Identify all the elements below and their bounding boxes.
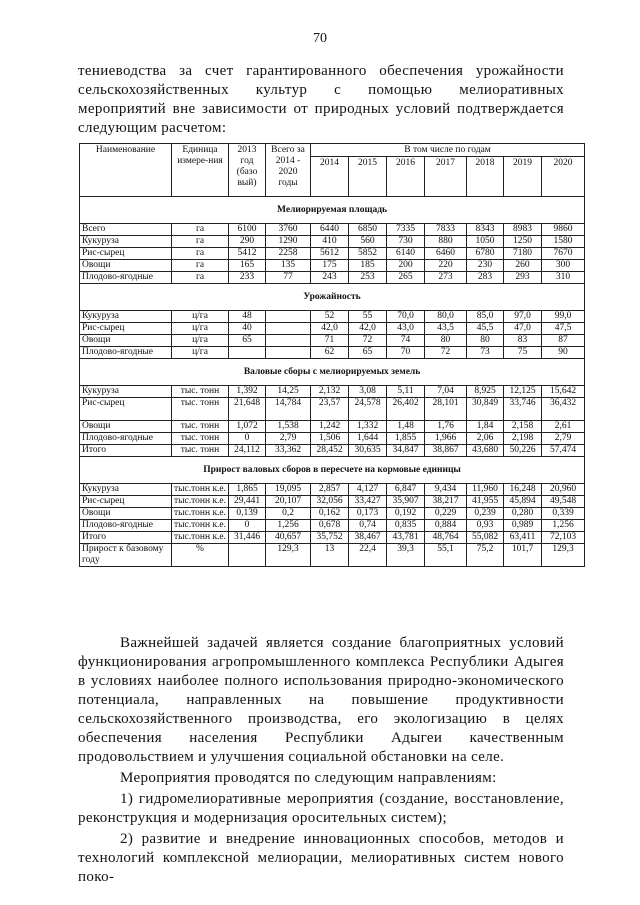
table-row: [80, 311, 585, 323]
row-name: Плодово-ягодные: [80, 272, 172, 284]
row-value: 253: [349, 272, 387, 284]
row-value: 24,112: [229, 445, 266, 457]
row-value: 28,101: [425, 398, 467, 421]
row-value: 52: [311, 311, 349, 323]
header-name: Наименование: [80, 144, 172, 197]
row-value: 1,506: [311, 433, 349, 445]
header-year: 2019: [504, 157, 542, 197]
row-value: 29,441: [229, 496, 266, 508]
header-year: 2015: [349, 157, 387, 197]
row-value: 14,784: [266, 398, 311, 421]
row-value: 1290: [266, 236, 311, 248]
row-value: 8983: [504, 224, 542, 236]
row-value: 129,3: [266, 544, 311, 567]
row-value: 33,362: [266, 445, 311, 457]
row-value: 90: [542, 347, 585, 359]
row-unit: тыс.тонн к.е.: [172, 532, 229, 544]
row-value: 1,966: [425, 433, 467, 445]
intro-paragraph: тениеводства за счет гарантированного обеспечения урожайности сельскохозяйственных культур с помощью мелиоративных мероприятий вне зависимости от природных условий подтверждается следующим расчетом:: [78, 63, 564, 136]
row-value: 2258: [266, 248, 311, 260]
row-value: 2,79: [542, 433, 585, 445]
row-value: 43,680: [467, 445, 504, 457]
row-value: 21,648: [229, 398, 266, 421]
row-unit: тыс. тонн: [172, 421, 229, 433]
row-value: 87: [542, 335, 585, 347]
row-value: 9860: [542, 224, 585, 236]
row-value: 8,925: [467, 386, 504, 398]
row-value: 0,239: [467, 508, 504, 520]
row-value: 15,642: [542, 386, 585, 398]
row-value: 3760: [266, 224, 311, 236]
row-value: 45,5: [467, 323, 504, 335]
row-value: 220: [425, 260, 467, 272]
row-value: 2,198: [504, 433, 542, 445]
row-value: 22,4: [349, 544, 387, 567]
row-value: 6780: [467, 248, 504, 260]
row-value: 0: [229, 433, 266, 445]
row-value: 38,467: [349, 532, 387, 544]
row-value: 1050: [467, 236, 504, 248]
row-unit: ц/га: [172, 335, 229, 347]
row-value: 12,125: [504, 386, 542, 398]
body-paragraph: Мероприятия проводятся по следующим направлениям:: [120, 770, 497, 786]
row-value: 26,402: [387, 398, 425, 421]
section-title: Валовые сборы с мелиорируемых земель: [80, 359, 585, 386]
row-value: 43,5: [425, 323, 467, 335]
row-value: 6140: [387, 248, 425, 260]
row-value: 129,3: [542, 544, 585, 567]
row-name: Овощи: [80, 260, 172, 272]
row-name: Кукуруза: [80, 386, 172, 398]
header-total: Всего за 2014 - 2020 годы: [266, 144, 311, 197]
table-row: [80, 496, 585, 508]
header-base-year: 2013 год (базо вый): [229, 144, 266, 197]
table-header-row: [80, 144, 585, 157]
header-by-years: В том числе по годам: [311, 144, 585, 157]
row-value: 273: [425, 272, 467, 284]
row-value: 6460: [425, 248, 467, 260]
row-value: 50,226: [504, 445, 542, 457]
row-unit: тыс. тонн: [172, 386, 229, 398]
page-number: 70: [313, 31, 327, 46]
row-value: 0,678: [311, 520, 349, 532]
row-value: 290: [229, 236, 266, 248]
row-value: 7180: [504, 248, 542, 260]
row-unit: %: [172, 544, 229, 567]
row-value: 1,242: [311, 421, 349, 433]
table-row: [80, 236, 585, 248]
row-value: 1,256: [542, 520, 585, 532]
row-value: [266, 335, 311, 347]
row-value: 1580: [542, 236, 585, 248]
row-value: 39,3: [387, 544, 425, 567]
row-value: 47,5: [542, 323, 585, 335]
row-value: [266, 323, 311, 335]
section-row: [80, 359, 585, 386]
row-value: 57,474: [542, 445, 585, 457]
row-value: 35,907: [387, 496, 425, 508]
row-value: 101,7: [504, 544, 542, 567]
row-value: 310: [542, 272, 585, 284]
row-value: 65: [229, 335, 266, 347]
row-value: 47,0: [504, 323, 542, 335]
row-value: 2,79: [266, 433, 311, 445]
table-row: [80, 520, 585, 532]
header-year: 2016: [387, 157, 425, 197]
row-value: 0,339: [542, 508, 585, 520]
body-paragraph: 1) гидромелиоративные мероприятия (создание, восстановление, реконструкция и модернизация оросительных систем);: [78, 791, 564, 826]
row-value: 2,61: [542, 421, 585, 433]
table-row: [80, 323, 585, 335]
row-value: 72: [349, 335, 387, 347]
row-value: 0,139: [229, 508, 266, 520]
table-row: [80, 421, 585, 433]
row-name: Кукуруза: [80, 311, 172, 323]
row-unit: тыс.тонн к.е.: [172, 508, 229, 520]
row-value: 0,173: [349, 508, 387, 520]
row-name: Рис-сырец: [80, 248, 172, 260]
row-value: 1,76: [425, 421, 467, 433]
row-unit: ц/га: [172, 323, 229, 335]
row-value: 0,835: [387, 520, 425, 532]
row-unit: га: [172, 224, 229, 236]
row-name: Плодово-ягодные: [80, 347, 172, 359]
row-unit: тыс.тонн к.е.: [172, 520, 229, 532]
row-value: 243: [311, 272, 349, 284]
row-value: 38,867: [425, 445, 467, 457]
row-unit: га: [172, 236, 229, 248]
row-value: 175: [311, 260, 349, 272]
row-value: 34,847: [387, 445, 425, 457]
row-name: Итого: [80, 445, 172, 457]
row-value: 30,635: [349, 445, 387, 457]
row-value: 70,0: [387, 311, 425, 323]
row-value: 99,0: [542, 311, 585, 323]
row-value: 7,04: [425, 386, 467, 398]
row-value: 75,2: [467, 544, 504, 567]
row-value: 185: [349, 260, 387, 272]
row-value: 1,256: [266, 520, 311, 532]
table-row: [80, 433, 585, 445]
row-value: 45,894: [504, 496, 542, 508]
row-value: 560: [349, 236, 387, 248]
row-value: 48: [229, 311, 266, 323]
row-value: 0,192: [387, 508, 425, 520]
row-value: 31,446: [229, 532, 266, 544]
row-value: 35,752: [311, 532, 349, 544]
row-value: 1,84: [467, 421, 504, 433]
row-value: 1,855: [387, 433, 425, 445]
row-value: 13: [311, 544, 349, 567]
row-value: 77: [266, 272, 311, 284]
row-value: 41,955: [467, 496, 504, 508]
row-value: 410: [311, 236, 349, 248]
row-name: Кукуруза: [80, 236, 172, 248]
row-value: 5852: [349, 248, 387, 260]
row-value: 42,0: [311, 323, 349, 335]
row-name: Рис-сырец: [80, 496, 172, 508]
row-name: Плодово-ягодные: [80, 433, 172, 445]
row-value: 62: [311, 347, 349, 359]
row-value: 72,103: [542, 532, 585, 544]
table-row: [80, 532, 585, 544]
row-value: 73: [467, 347, 504, 359]
row-value: 5612: [311, 248, 349, 260]
row-value: 48,764: [425, 532, 467, 544]
row-value: 9,434: [425, 484, 467, 496]
row-value: 49,548: [542, 496, 585, 508]
row-value: 165: [229, 260, 266, 272]
row-value: [229, 347, 266, 359]
row-value: 2,06: [467, 433, 504, 445]
row-value: 83: [504, 335, 542, 347]
table-row: [80, 347, 585, 359]
row-value: 97,0: [504, 311, 542, 323]
row-value: 19,095: [266, 484, 311, 496]
row-unit: тыс.тонн к.е.: [172, 484, 229, 496]
row-value: 40: [229, 323, 266, 335]
row-value: [229, 544, 266, 567]
row-value: 1,538: [266, 421, 311, 433]
section-title: Прирост валовых сборов в пересчете на кормовые единицы: [80, 457, 585, 484]
row-unit: тыс.тонн к.е.: [172, 496, 229, 508]
header-year: 2014: [311, 157, 349, 197]
section-title: Урожайность: [80, 284, 585, 311]
row-value: 300: [542, 260, 585, 272]
row-value: 16,248: [504, 484, 542, 496]
row-value: 80: [467, 335, 504, 347]
row-value: 135: [266, 260, 311, 272]
row-value: 42,0: [349, 323, 387, 335]
row-value: 6,847: [387, 484, 425, 496]
row-value: 23,57: [311, 398, 349, 421]
row-value: 0,74: [349, 520, 387, 532]
row-value: 2,132: [311, 386, 349, 398]
section-title: Мелиорируемая площадь: [80, 197, 585, 224]
row-value: 63,411: [504, 532, 542, 544]
header-year: 2020: [542, 157, 585, 197]
table-row: [80, 544, 585, 567]
table-row: [80, 248, 585, 260]
body-paragraph: Важнейшей задачей является создание благоприятных условий функционирования агропромышленного комплекса Республики Адыгея в условиях наиболее полного использования природно-экономического потенциала, направленных на повышение продуктивности сельскохозяйственного производства, его экологизацию в целях обеспечения населения Республики Адыгеи качественным продовольствием и улучшения социальной обстановки на селе.: [78, 635, 564, 765]
row-unit: га: [172, 260, 229, 272]
row-value: 32,056: [311, 496, 349, 508]
table-row: [80, 386, 585, 398]
row-value: 283: [467, 272, 504, 284]
table-row: [80, 508, 585, 520]
row-value: 14,25: [266, 386, 311, 398]
row-value: 65: [349, 347, 387, 359]
table-row: [80, 484, 585, 496]
row-value: 7335: [387, 224, 425, 236]
row-value: 75: [504, 347, 542, 359]
row-value: 0: [229, 520, 266, 532]
row-unit: тыс. тонн: [172, 433, 229, 445]
row-value: 1250: [504, 236, 542, 248]
table-row: [80, 260, 585, 272]
row-value: 33,427: [349, 496, 387, 508]
row-name: Плодово-ягодные: [80, 520, 172, 532]
row-value: 730: [387, 236, 425, 248]
row-value: 55,1: [425, 544, 467, 567]
row-value: 0,162: [311, 508, 349, 520]
row-value: 20,960: [542, 484, 585, 496]
row-value: 6440: [311, 224, 349, 236]
header-year: 2018: [467, 157, 504, 197]
row-unit: ц/га: [172, 311, 229, 323]
row-value: 2,857: [311, 484, 349, 496]
row-unit: тыс. тонн: [172, 398, 229, 421]
table-row: [80, 445, 585, 457]
row-value: 1,48: [387, 421, 425, 433]
row-value: 40,657: [266, 532, 311, 544]
row-value: 80,0: [425, 311, 467, 323]
row-name: Итого: [80, 532, 172, 544]
row-value: 0,989: [504, 520, 542, 532]
row-name: Овощи: [80, 421, 172, 433]
header-unit: Единица измере-ния: [172, 144, 229, 197]
row-name: Прирост к базовому году: [80, 544, 172, 567]
row-value: 260: [504, 260, 542, 272]
row-value: 80: [425, 335, 467, 347]
row-value: 71: [311, 335, 349, 347]
row-value: 5,11: [387, 386, 425, 398]
section-row: [80, 457, 585, 484]
row-name: Овощи: [80, 508, 172, 520]
row-value: 4,127: [349, 484, 387, 496]
table-row: [80, 335, 585, 347]
row-value: 30,849: [467, 398, 504, 421]
row-value: 1,392: [229, 386, 266, 398]
row-value: 70: [387, 347, 425, 359]
table-body: [80, 197, 585, 567]
row-value: 0,280: [504, 508, 542, 520]
row-value: 5412: [229, 248, 266, 260]
row-value: 43,781: [387, 532, 425, 544]
header-year: 2017: [425, 157, 467, 197]
row-value: 74: [387, 335, 425, 347]
row-name: Всего: [80, 224, 172, 236]
row-value: 230: [467, 260, 504, 272]
row-value: 0,2: [266, 508, 311, 520]
row-name: Рис-сырец: [80, 398, 172, 421]
row-value: 6850: [349, 224, 387, 236]
row-value: 200: [387, 260, 425, 272]
row-value: 0,93: [467, 520, 504, 532]
row-unit: ц/га: [172, 347, 229, 359]
row-value: 265: [387, 272, 425, 284]
row-value: 36,432: [542, 398, 585, 421]
row-value: 38,217: [425, 496, 467, 508]
table-row: [80, 272, 585, 284]
section-row: [80, 197, 585, 224]
table-row: [80, 224, 585, 236]
row-value: 28,452: [311, 445, 349, 457]
row-value: 1,865: [229, 484, 266, 496]
row-unit: тыс. тонн: [172, 445, 229, 457]
row-value: 24,578: [349, 398, 387, 421]
row-value: 33,746: [504, 398, 542, 421]
table-row: [80, 398, 585, 421]
row-value: [266, 311, 311, 323]
row-value: 43,0: [387, 323, 425, 335]
row-value: 11,960: [467, 484, 504, 496]
row-value: 880: [425, 236, 467, 248]
row-name: Кукуруза: [80, 484, 172, 496]
row-value: 1,072: [229, 421, 266, 433]
row-name: Овощи: [80, 335, 172, 347]
calculation-table: [79, 143, 585, 567]
row-value: 7833: [425, 224, 467, 236]
body-text: [78, 634, 564, 887]
row-value: 72: [425, 347, 467, 359]
row-value: 0,229: [425, 508, 467, 520]
row-name: Рис-сырец: [80, 323, 172, 335]
row-value: 1,332: [349, 421, 387, 433]
row-value: 20,107: [266, 496, 311, 508]
row-value: 6100: [229, 224, 266, 236]
row-unit: га: [172, 272, 229, 284]
row-unit: га: [172, 248, 229, 260]
row-value: 2,158: [504, 421, 542, 433]
row-value: 1,644: [349, 433, 387, 445]
row-value: 3,08: [349, 386, 387, 398]
row-value: 55: [349, 311, 387, 323]
body-paragraph: 2) развитие и внедрение инновационных способов, методов и технологий комплексной мелиорации, мелиоративных систем нового поко-: [78, 831, 564, 885]
row-value: 0,884: [425, 520, 467, 532]
row-value: 55,082: [467, 532, 504, 544]
section-row: [80, 284, 585, 311]
row-value: 85,0: [467, 311, 504, 323]
row-value: [266, 347, 311, 359]
row-value: 233: [229, 272, 266, 284]
row-value: 7670: [542, 248, 585, 260]
row-value: 293: [504, 272, 542, 284]
row-value: 8343: [467, 224, 504, 236]
